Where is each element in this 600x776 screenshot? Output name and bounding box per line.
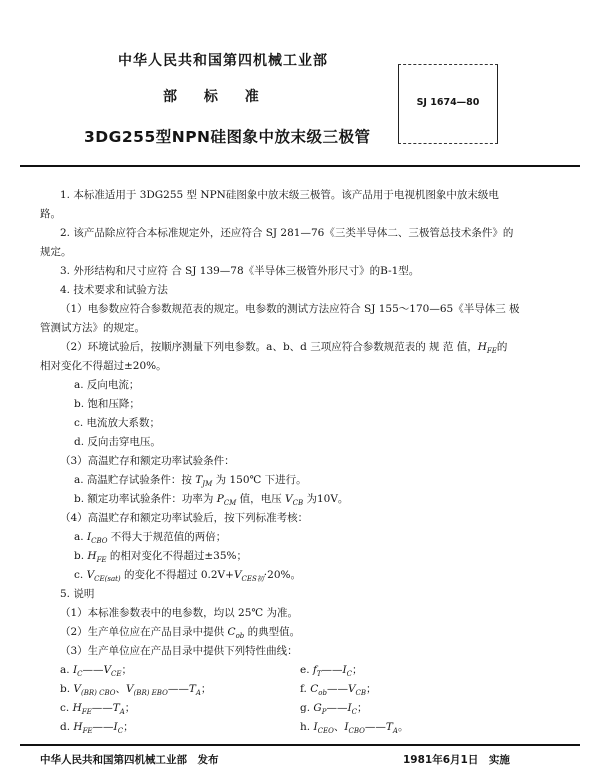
paragraph-1-line-1: 1. 本标准适用于 3DG255 型 NPN硅图象中放末级三极管。该产品用于电视机图象中放末级电 [60, 189, 499, 201]
symbol: V [285, 493, 293, 505]
symbol-subscript: C [346, 670, 352, 679]
list-item-c: c. 电流放大系数； [74, 417, 161, 429]
symbol-subscript: JM [202, 480, 213, 489]
symbol: C [310, 683, 319, 695]
text-segment: ； [357, 702, 368, 714]
standard-label: 部 标 准 [163, 89, 259, 105]
text-segment: 的相对变化不得超过±35%； [106, 550, 248, 562]
symbol: H [73, 721, 83, 733]
curve-e [300, 663, 362, 681]
symbol-subscript: CE [111, 670, 122, 679]
symbol-subscript: ob [318, 689, 327, 698]
note-3: （3）生产单位应在产品目录中提供下列特性曲线： [60, 645, 298, 657]
curve-g [300, 701, 368, 719]
text-segment: c. [60, 702, 73, 714]
paragraph-3: 3. 外形结构和尺寸应符 合 SJ 139—78《半导体三极管外形尺寸》的B-1型。 [60, 265, 420, 277]
text-segment: —— [321, 664, 343, 676]
document-title: 3DG255型NPN硅图象中放末级三极管 [84, 128, 371, 146]
symbol: I [342, 664, 347, 676]
symbol: I [344, 721, 349, 733]
standard-code: SJ 1674—80 [416, 97, 480, 108]
paragraph-4-4: （4）高温贮存和额定功率试验后，按下列标准考核： [60, 512, 309, 524]
text-segment: 不得大于规范值的两倍； [107, 531, 227, 543]
text-segment: ·20%。 [263, 569, 301, 581]
symbol-subscript: CBO [91, 537, 108, 546]
symbol: V [103, 664, 112, 676]
text-segment: 的 [496, 341, 508, 353]
paragraph-4-heading: 4. 技术要求和试验方法 [60, 284, 168, 296]
curve-a [60, 663, 132, 681]
symbol-subscript: (BR) EBO [133, 689, 168, 698]
symbol: T [195, 474, 203, 486]
condition-b [74, 492, 348, 510]
symbol-subscript: A [392, 727, 398, 736]
footer-divider [20, 744, 580, 746]
note-2 [60, 625, 300, 643]
symbol-subscript: (BR) CBO [81, 689, 116, 698]
symbol-subscript: CES初 [241, 575, 264, 584]
symbol-subscript: P [321, 708, 327, 717]
paragraph-2-line-1: 2. 该产品除应符合本标准规定外，还应符合 SJ 281—76《三类半导体二、三极管总技术条件》的 [60, 227, 514, 239]
curve-d [60, 720, 134, 738]
text-segment: 、 [333, 721, 345, 733]
symbol-subscript: FE [96, 556, 107, 565]
text-segment: h. [300, 721, 314, 733]
list-item-a: a. 反向电流； [74, 379, 140, 391]
text-segment: c. [74, 569, 87, 581]
condition-a [74, 473, 307, 491]
paragraph-5-heading: 5. 说明 [60, 588, 95, 600]
text-segment: 值，电压 [236, 493, 286, 505]
criterion-c [74, 568, 301, 586]
paragraph-4-2-line-2: 相对变化不得超过±20%。 [40, 360, 167, 372]
text-segment: b. [74, 550, 88, 562]
symbol: P [216, 493, 224, 505]
criterion-a [74, 530, 226, 548]
paragraph-4-2-line-1 [60, 340, 507, 358]
paragraph-4-1-line-1: （1）电参数应符合参数规范表的规定。电参数的测试方法应符合 SJ 155～170—65《半导体三 极 [60, 303, 520, 315]
effective-date: 1981年6月1日 实施 [403, 754, 510, 766]
curve-b [60, 682, 211, 700]
list-item-d: d. 反向击穿电压。 [74, 436, 161, 448]
text-segment: ； [123, 721, 134, 733]
text-segment: （2）环境试验后，按顺序测量下列电参数。a、b、d 三项应符合参数规范表的 规 范 值， [60, 341, 478, 353]
symbol-subscript: A [195, 689, 201, 698]
symbol: I [113, 721, 118, 733]
text-segment: —— [326, 702, 348, 714]
text-segment: b. [60, 683, 74, 695]
text-segment: 的典型值。 [244, 626, 301, 638]
symbol-subscript: CE(sat) [94, 575, 121, 584]
text-segment: （2）生产单位应在产品目录中提供 [60, 626, 228, 638]
symbol-subscript: A [119, 708, 125, 717]
text-segment: a. [74, 531, 87, 543]
text-segment: —— [82, 664, 104, 676]
text-segment: 。 [397, 721, 409, 733]
symbol: I [72, 664, 78, 676]
symbol: G [313, 702, 322, 714]
ministry-name: 中华人民共和国第四机械工业部 [118, 53, 328, 69]
curve-h [300, 720, 408, 738]
text-segment: ； [351, 664, 363, 676]
symbol: V [86, 569, 95, 581]
text-segment: g. [300, 702, 314, 714]
curve-c [60, 701, 135, 719]
symbol-subscript: FE [81, 708, 92, 717]
symbol-subscript: C [351, 708, 358, 717]
symbol-subscript: C [77, 670, 83, 679]
symbol-subscript: FE [82, 727, 93, 736]
symbol-subscript: CM [223, 499, 237, 508]
symbol: T [188, 683, 196, 695]
criterion-b [74, 549, 247, 567]
symbol-subscript: FE [486, 347, 497, 356]
symbol: H [87, 550, 97, 562]
paragraph-4-3: （3）高温贮存和额定功率试验条件： [60, 455, 235, 467]
symbol-subscript: CEO [317, 727, 334, 736]
text-segment: —— [167, 683, 189, 695]
symbol-subscript: CB [355, 689, 367, 698]
text-segment: a. 高温贮存试验条件：按 [74, 474, 196, 486]
symbol: V [125, 683, 134, 695]
text-segment: —— [92, 721, 114, 733]
symbol-subscript: T [316, 670, 322, 679]
symbol: V [73, 683, 81, 695]
symbol-subscript: ob [235, 632, 245, 641]
symbol: I [313, 721, 318, 733]
text-segment: 为 150℃ 下进行。 [212, 474, 307, 486]
symbol: V [347, 683, 356, 695]
symbol: H [477, 341, 487, 353]
text-segment: 为10V。 [303, 493, 349, 505]
paragraph-4-1-line-2: 管测试方法》的规定。 [40, 322, 145, 334]
standard-code-box [398, 64, 498, 144]
symbol-subscript: C [117, 727, 124, 736]
symbol: f [312, 664, 317, 676]
symbol: T [112, 702, 120, 714]
text-segment: f. [300, 683, 311, 695]
text-segment: 的变化不得超过 0.2V+ [120, 569, 234, 581]
header-divider [20, 165, 580, 167]
text-segment: ； [366, 683, 377, 695]
symbol: I [347, 702, 352, 714]
list-item-b: b. 饱和压降； [74, 398, 140, 410]
symbol: H [72, 702, 82, 714]
symbol: I [86, 531, 92, 543]
text-segment: b. 额定功率试验条件：功率为 [74, 493, 217, 505]
text-segment: a. [60, 664, 73, 676]
text-segment: —— [364, 721, 386, 733]
text-segment: ； [121, 664, 133, 676]
text-segment: —— [326, 683, 348, 695]
text-segment: —— [91, 702, 113, 714]
paragraph-2-line-2: 规定。 [40, 246, 72, 258]
symbol: V [233, 569, 242, 581]
text-segment: 、 [115, 683, 126, 695]
text-segment: d. [60, 721, 74, 733]
symbol-subscript: CB [292, 499, 304, 508]
paragraph-1-line-2: 路。 [40, 208, 61, 220]
curve-f [300, 682, 377, 700]
symbol-subscript: CBO [348, 727, 365, 736]
text-segment: ； [200, 683, 212, 695]
issuer: 中华人民共和国第四机械工业部 发布 [40, 754, 219, 766]
text-segment: e. [300, 664, 313, 676]
note-1: （1）本标准参数表中的电参数，均以 25℃ 为准。 [60, 607, 298, 619]
text-segment: ； [124, 702, 136, 714]
symbol: T [385, 721, 393, 733]
symbol: C [227, 626, 236, 638]
